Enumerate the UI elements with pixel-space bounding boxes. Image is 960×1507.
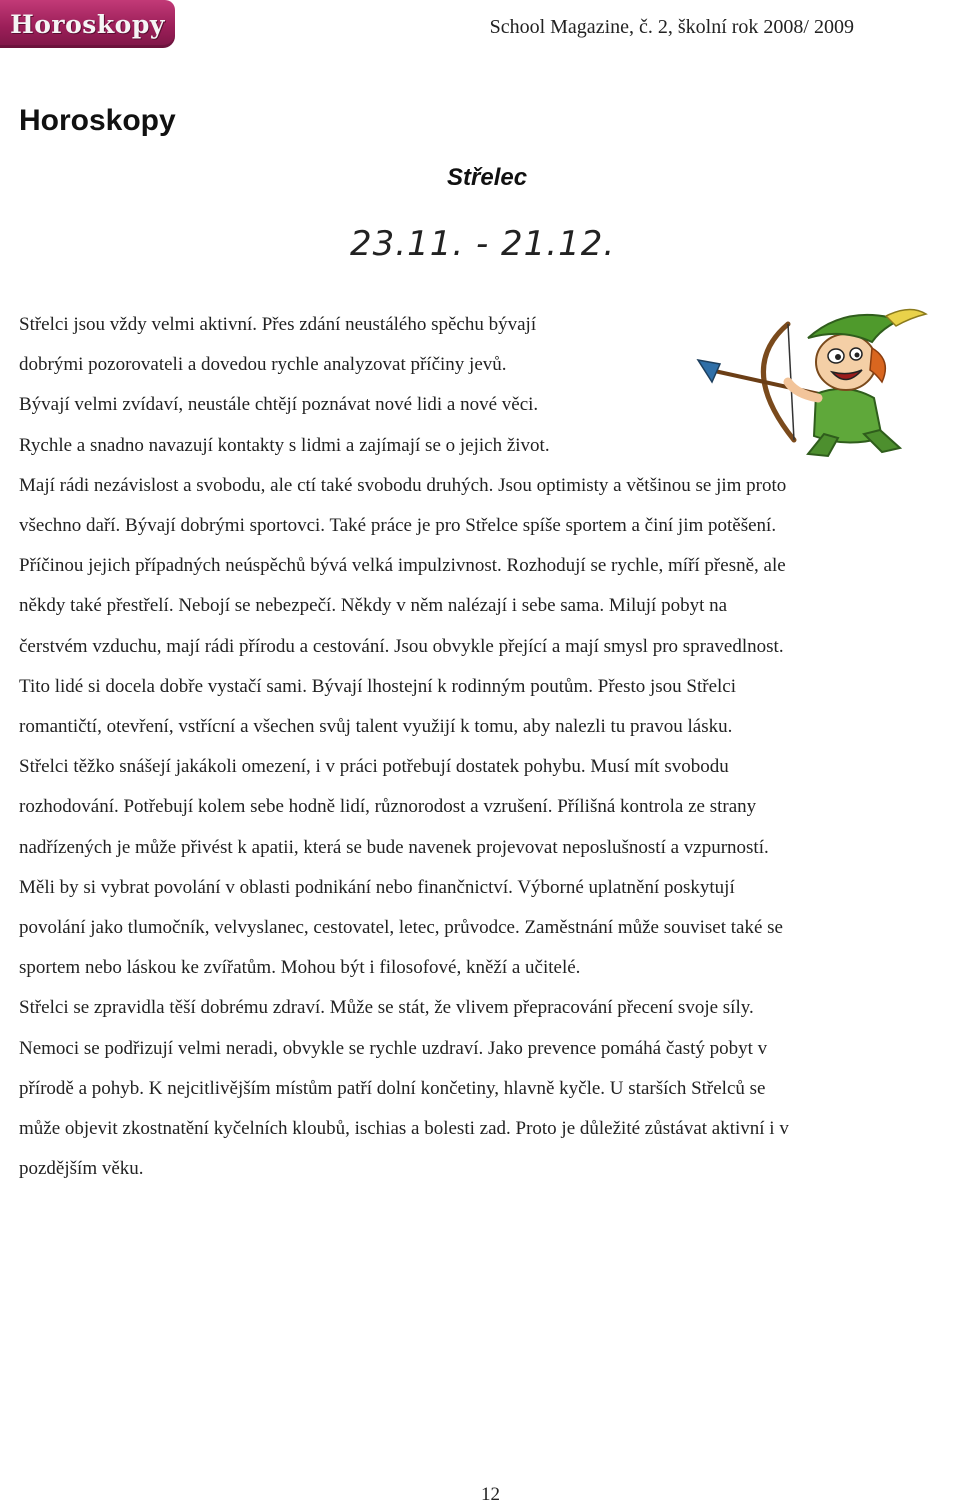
sign-dates: 23.11. - 21.12.	[350, 224, 616, 264]
article-line: Nemoci se podřizují velmi neradi, obvykle se rychle uzdraví. Jako prevence pomáhá častý pobyt v	[19, 1037, 768, 1059]
article-line: všechno daří. Bývají dobrými sportovci. Také práce je pro Střelce spíše sportem a činí jim potěšení.	[19, 515, 777, 537]
article-line: Střelci se zpravidla těší dobrému zdraví. Může se stát, že vlivem přepracování přecení svoje síly.	[19, 997, 754, 1019]
article-line: může objevit zkostnatění kyčelních kloubů, ischias a bolesti zad. Proto je důležité zůstávat aktivní i v	[19, 1118, 789, 1140]
article-line: dobrými pozorovateli a dovedou rychle analyzovat příčiny jevů.	[19, 354, 507, 376]
article-line: Mají rádi nezávislost a svobodu, ale ctí také svobodu druhých. Jsou optimisty a většinou se jim proto	[19, 474, 787, 496]
article-body	[19, 305, 960, 1189]
article-line: pozdějším věku.	[19, 1158, 144, 1180]
article-line: Příčinou jejich případných neúspěchů bývá velká impulzivnost. Rozhodují se rychle, míří přesně, ale	[19, 555, 786, 577]
article-line: Tito lidé si docela dobře vystačí sami. Bývají lhostejní k rodinným poutům. Přesto jsou Střelci	[19, 675, 737, 697]
article-line: Bývají velmi zvídaví, neustále chtějí poznávat nové lidi a nové věci.	[19, 394, 539, 416]
article-line: někdy také přestřelí. Nebojí se nebezpečí. Někdy v něm nalézají i sebe sama. Milují pobyt na	[19, 595, 728, 617]
article-line: Rychle a snadno navazují kontakty s lidmi a zajímají se o jejich život.	[19, 434, 550, 456]
article-line: rozhodování. Potřebují kolem sebe hodně lidí, různorodost a vzrušení. Přílišná kontrola ze strany	[19, 796, 757, 818]
article-line: nadřízených je může přivést k apatii, která se bude navenek projevovat neposlušností a vzpurností.	[19, 836, 769, 858]
article-line: Měli by si vybrat povolání v oblasti podnikání nebo finančnictví. Výborné uplatnění poskytují	[19, 876, 735, 898]
horoskopy-logo	[0, 0, 175, 48]
article-line: romantičtí, otevření, vstřícní a všechen svůj talent využijí k tomu, aby nalezli tu pravou lásku.	[19, 716, 733, 738]
article-line: Střelci těžko snášejí jakákoli omezení, i v práci potřebují dostatek pohybu. Musí mít svobodu	[19, 756, 729, 778]
article-line: sportem nebo láskou ke zvířatům. Mohou být i filosofové, kněží a učitelé.	[19, 957, 581, 979]
article-line: přírodě a pohyb. K nejcitlivějším místům patří dolní končetiny, hlavně kyčle. U starších Střelců se	[19, 1077, 766, 1099]
article-line: čerstvém vzduchu, mají rádi přírodu a cestování. Jsou obvykle přející a mají smysl pro spravedlnost.	[19, 635, 784, 657]
article-line: Střelci jsou vždy velmi aktivní. Přes zdání neustálého spěchu bývají	[19, 314, 537, 335]
magazine-header: School Magazine, č. 2, školní rok 2008/ 2009	[489, 16, 854, 38]
page-title: Horoskopy	[19, 104, 176, 137]
logo-text: Horoskopy	[10, 9, 165, 39]
article-line: povolání jako tlumočník, velvyslanec, cestovatel, letec, průvodce. Zaměstnání může souviset také se	[19, 917, 783, 939]
page-number: 12	[481, 1484, 500, 1505]
sign-name: Střelec	[447, 164, 528, 191]
